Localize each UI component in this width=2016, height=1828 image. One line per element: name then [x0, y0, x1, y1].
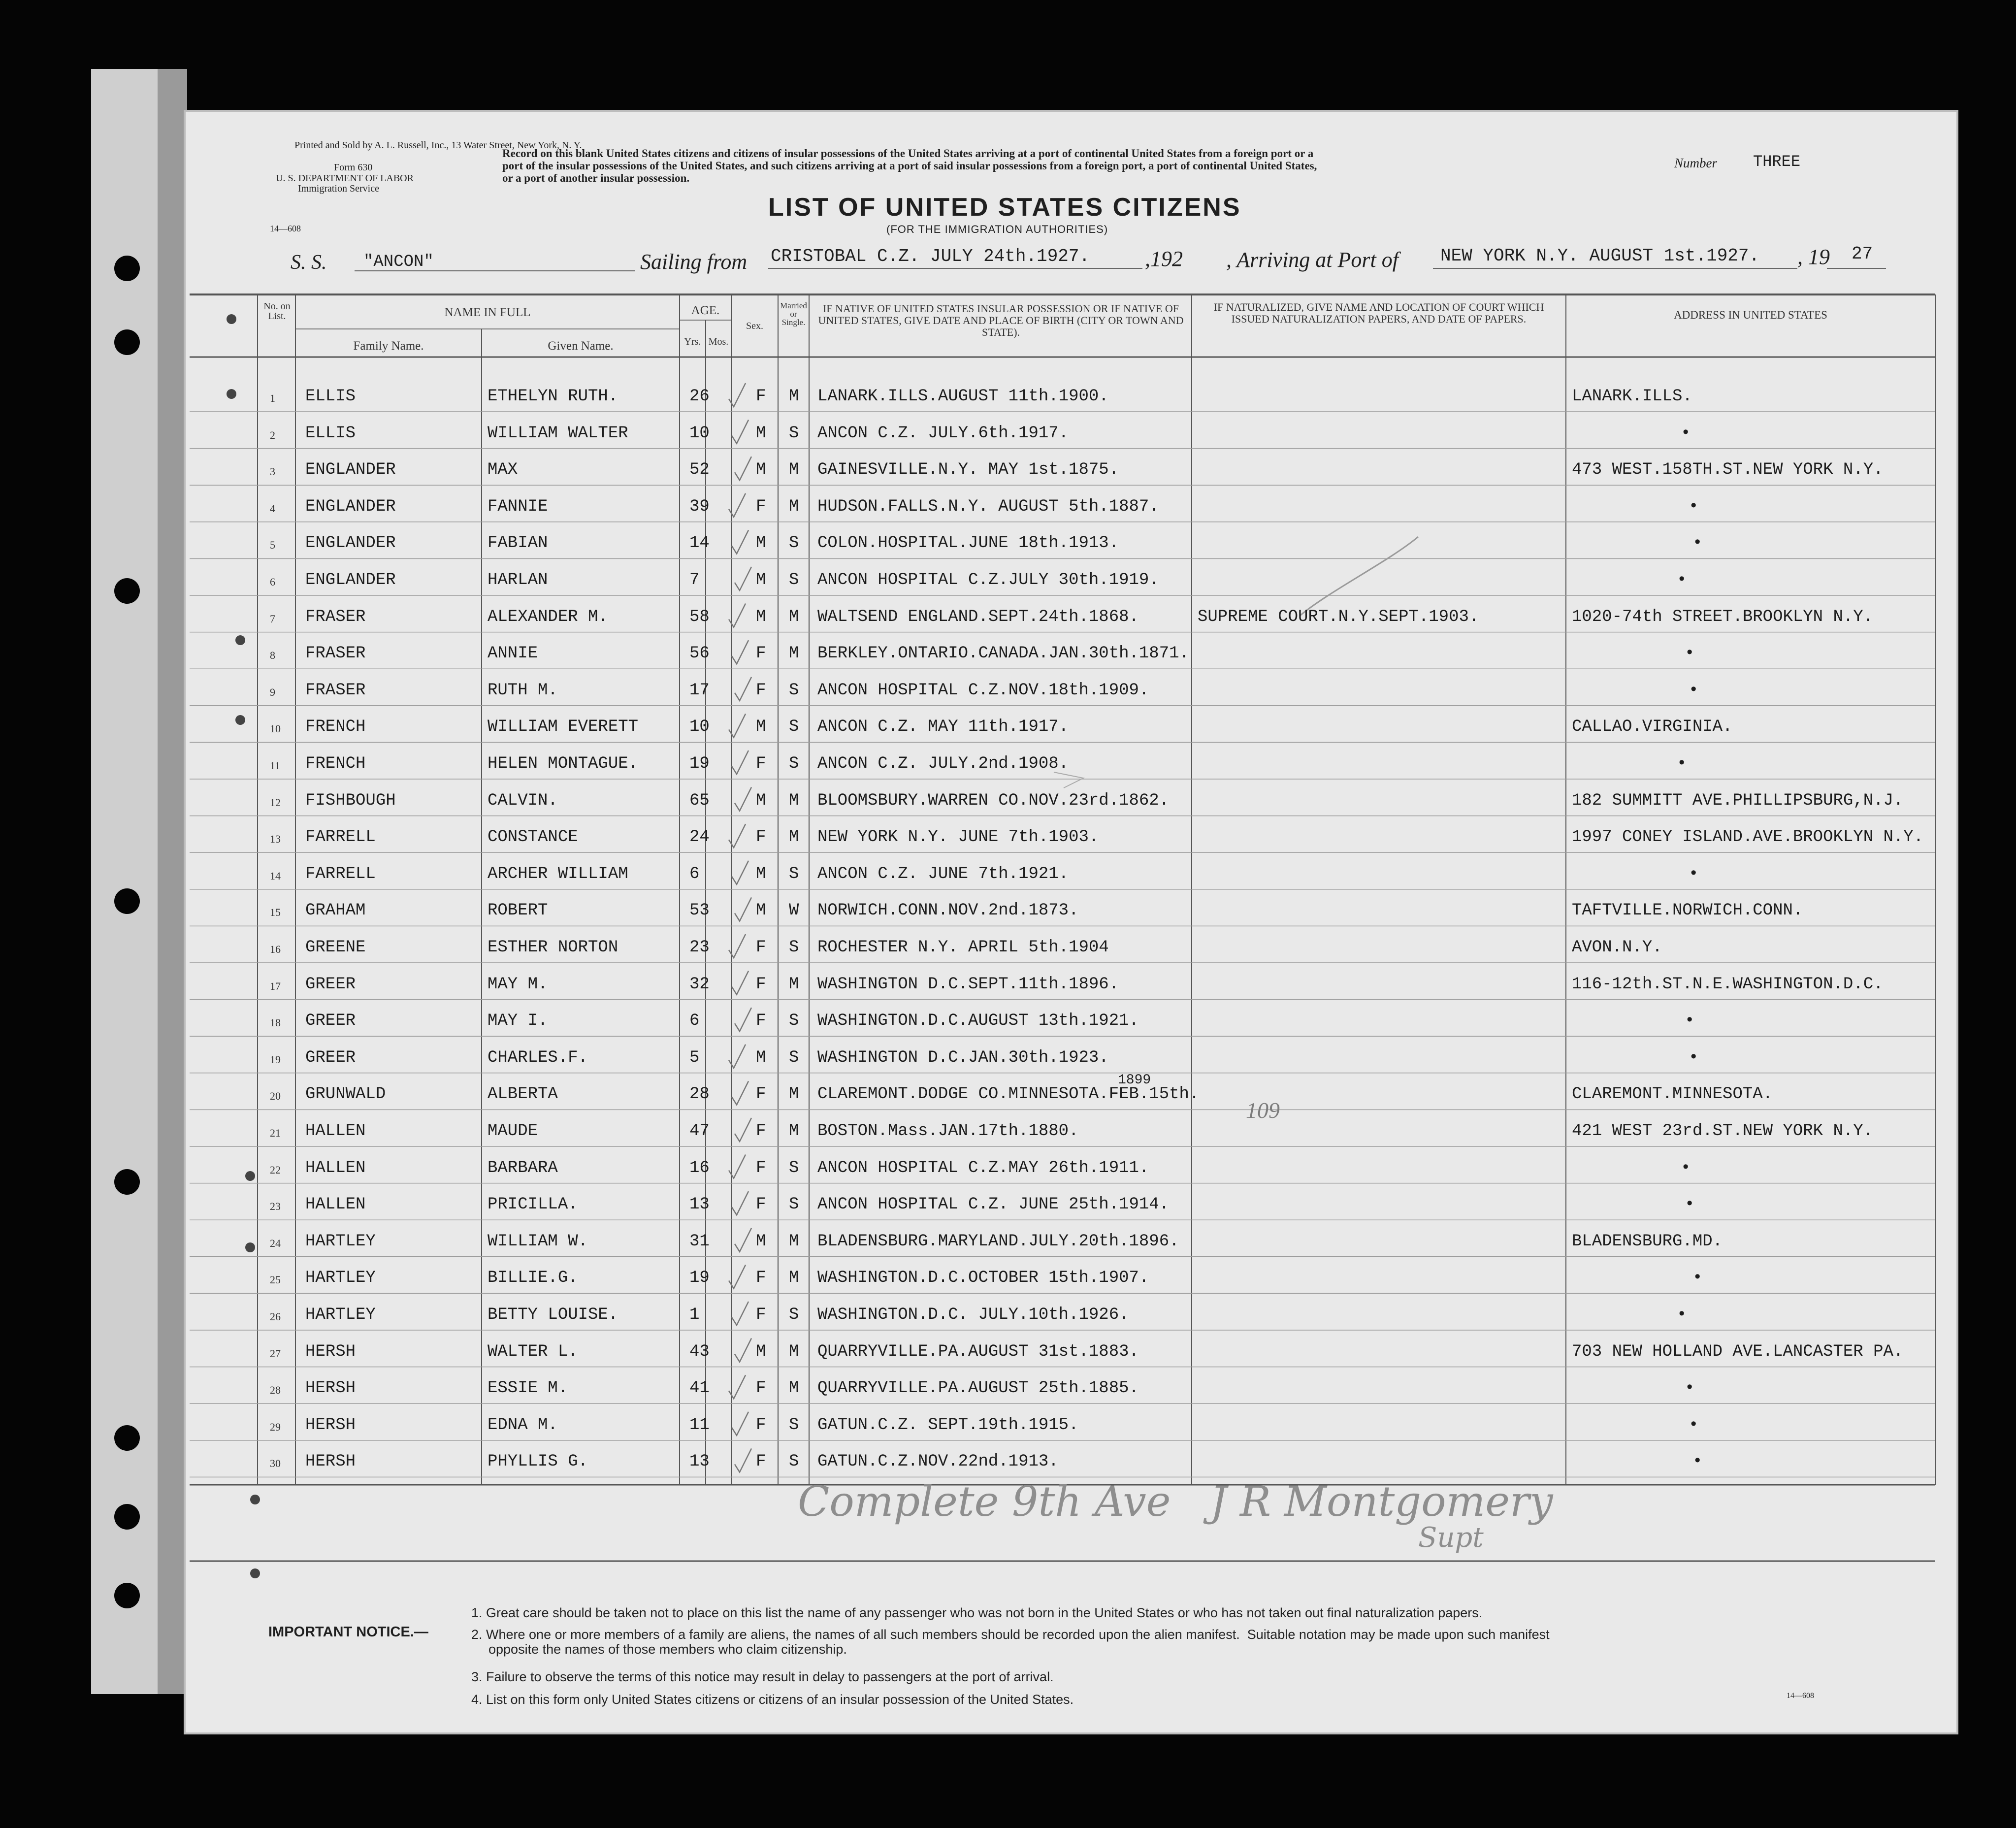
marital-status: S	[789, 424, 799, 443]
birth-place-date: BOSTON.Mass.JAN.17th.1880.	[817, 1122, 1079, 1141]
age-years: 6	[689, 1012, 700, 1031]
marital-status: S	[789, 1306, 799, 1324]
sex: F	[756, 497, 766, 516]
family-name: FRENCH	[305, 754, 366, 773]
marital-status: S	[789, 1158, 799, 1177]
birth-place-date: HUDSON.FALLS.N.Y. AUGUST 5th.1887.	[817, 497, 1159, 516]
us-address: •	[1689, 681, 1699, 700]
number-label: Number	[1674, 156, 1717, 170]
sex: F	[756, 938, 766, 957]
sex: F	[756, 1158, 766, 1177]
us-address: 1020-74th STREET.BROOKLYN N.Y.	[1572, 607, 1874, 626]
marital-status: S	[789, 1452, 799, 1471]
col-age: AGE.	[691, 304, 720, 317]
given-name: ROBERT	[488, 901, 548, 920]
sex: M	[756, 607, 766, 626]
us-address: •	[1681, 1158, 1691, 1177]
notice-item-3: 3. Failure to observe the terms of this notice may result in delay to passengers at the port of arrival.	[471, 1669, 1054, 1684]
marital-status: S	[789, 1048, 799, 1067]
marital-status: S	[789, 1012, 799, 1031]
us-address: •	[1689, 864, 1699, 883]
age-years: 41	[689, 1379, 710, 1398]
marital-status: M	[789, 1085, 799, 1104]
age-years: 10	[689, 718, 710, 737]
family-name: HERSH	[305, 1379, 356, 1398]
us-address: BLADENSBURG.MD.	[1572, 1232, 1723, 1251]
given-name: HELEN MONTAGUE.	[488, 754, 639, 773]
age-years: 47	[689, 1122, 710, 1141]
signature-title: Supt	[1418, 1522, 1484, 1554]
birth-place-date: ANCON HOSPITAL C.Z. JUNE 25th.1914.	[817, 1195, 1170, 1214]
age-years: 10	[689, 424, 710, 443]
row-number: 3	[270, 465, 275, 478]
age-years: 26	[689, 387, 710, 406]
marital-status: W	[789, 901, 799, 920]
notice-label: IMPORTANT NOTICE.—	[268, 1624, 428, 1640]
family-name: ENGLANDER	[305, 460, 396, 480]
family-name: FRENCH	[305, 718, 366, 737]
sex: F	[756, 387, 766, 406]
family-name: FARRELL	[305, 864, 376, 883]
marital-status: M	[789, 828, 799, 847]
family-name: FARRELL	[305, 828, 376, 847]
row-number: 21	[270, 1127, 281, 1139]
marital-status: M	[789, 387, 799, 406]
page-subtitle: (FOR THE IMMIGRATION AUTHORITIES)	[886, 223, 1108, 235]
given-name: ESSIE M.	[488, 1379, 568, 1398]
us-address: •	[1689, 1415, 1699, 1435]
given-name: RUTH M.	[488, 681, 558, 700]
given-name: PHYLLIS G.	[488, 1452, 588, 1471]
col-no-on-list: No. on List.	[263, 301, 291, 322]
marital-status: M	[789, 975, 799, 994]
age-years: 39	[689, 497, 710, 516]
handwritten-signature: Complete 9th Ave J R Montgomery	[798, 1477, 1553, 1526]
family-name: HERSH	[305, 1342, 356, 1361]
given-name: WILLIAM WALTER	[488, 424, 628, 443]
row-number: 9	[270, 686, 275, 698]
given-name: FABIAN	[488, 534, 548, 553]
sex: M	[756, 424, 766, 443]
sex: M	[756, 718, 766, 737]
marital-status: M	[789, 497, 799, 516]
col-sex: Sex.	[746, 321, 763, 331]
given-name: ESTHER NORTON	[488, 938, 618, 957]
us-address: 1997 CONEY ISLAND.AVE.BROOKLYN N.Y.	[1572, 828, 1924, 847]
given-name: ALBERTA	[488, 1085, 558, 1104]
birth-place-date: LANARK.ILLS.AUGUST 11th.1900.	[817, 387, 1109, 406]
family-name: HALLEN	[305, 1158, 366, 1177]
birth-place-date: WALTSEND ENGLAND.SEPT.24th.1868.	[817, 607, 1139, 626]
year-typed: 27	[1852, 244, 1873, 264]
given-name: WILLIAM W.	[488, 1232, 588, 1251]
given-name: EDNA M.	[488, 1415, 558, 1435]
row-number: 17	[270, 979, 281, 992]
family-name: HALLEN	[305, 1122, 366, 1141]
birth-place-date: GAINESVILLE.N.Y. MAY 1st.1875.	[817, 460, 1119, 480]
us-address: •	[1685, 1195, 1695, 1214]
family-name: GRUNWALD	[305, 1085, 386, 1104]
marital-status: M	[789, 791, 799, 810]
row-number: 23	[270, 1200, 281, 1213]
marital-status: M	[789, 1379, 799, 1398]
us-address: CLAREMONT.MINNESOTA.	[1572, 1085, 1773, 1104]
row-number: 25	[270, 1273, 281, 1286]
age-years: 5	[689, 1048, 700, 1067]
us-address: •	[1692, 534, 1703, 553]
row-number: 19	[270, 1053, 281, 1066]
us-address: •	[1689, 497, 1699, 516]
sex: F	[756, 975, 766, 994]
age-years: 11	[689, 1415, 710, 1435]
family-name: GREER	[305, 1048, 356, 1067]
notice-item-2: 2. Where one or more members of a family are aliens, the names of all such members should be recorded upon the alien manifest. Suitable notation may be made upon such manifest	[471, 1627, 1550, 1642]
family-name: ENGLANDER	[305, 534, 396, 553]
birth-place-date: ANCON C.Z. MAY 11th.1917.	[817, 718, 1069, 737]
marital-status: S	[789, 938, 799, 957]
row-number: 1	[270, 392, 275, 404]
given-name: CHARLES.F.	[488, 1048, 588, 1067]
row-number: 27	[270, 1347, 281, 1360]
age-years: 19	[689, 1269, 710, 1288]
given-name: FANNIE	[488, 497, 548, 516]
naturalization: SUPREME COURT.N.Y.SEPT.1903.	[1198, 607, 1479, 626]
age-years: 32	[689, 975, 710, 994]
sex: F	[756, 1195, 766, 1214]
marital-status: S	[789, 864, 799, 883]
birth-place-date: ANCON C.Z. JUNE 7th.1921.	[817, 864, 1069, 883]
given-name: MAUDE	[488, 1122, 538, 1141]
sex: M	[756, 1342, 766, 1361]
sex: F	[756, 1085, 766, 1104]
age-years: 19	[689, 754, 710, 773]
row-number: 15	[270, 906, 281, 919]
family-name: HARTLEY	[305, 1269, 376, 1288]
col-given-name: Given Name.	[548, 339, 614, 353]
age-years: 23	[689, 938, 710, 957]
age-years: 58	[689, 607, 710, 626]
us-address: CALLAO.VIRGINIA.	[1572, 718, 1733, 737]
given-name: BARBARA	[488, 1158, 558, 1177]
birth-place-date: WASHINGTON.D.C.AUGUST 13th.1921.	[817, 1012, 1139, 1031]
given-name: MAX	[488, 460, 518, 480]
given-name: ETHELYN RUTH.	[488, 387, 618, 406]
sex: F	[756, 1269, 766, 1288]
birth-place-date: BLADENSBURG.MARYLAND.JULY.20th.1896.	[817, 1232, 1179, 1251]
marital-status: S	[789, 534, 799, 553]
row-number: 4	[270, 502, 275, 515]
number-value: THREE	[1753, 153, 1801, 171]
row-number: 26	[270, 1310, 281, 1323]
notice-item-2-cont: opposite the names of those members who claim citizenship.	[488, 1642, 847, 1657]
birth-place-date: WASHINGTON D.C.JAN.30th.1923.	[817, 1048, 1109, 1067]
row-number: 5	[270, 539, 275, 552]
age-years: 1	[689, 1306, 700, 1324]
family-name: FRASER	[305, 644, 366, 663]
birth-year-note: 1899	[1118, 1073, 1151, 1088]
us-address: •	[1681, 424, 1691, 443]
given-name: MAY I.	[488, 1012, 548, 1031]
service-name: Immigration Service	[298, 183, 379, 194]
birth-place-date: CLAREMONT.DODGE CO.MINNESOTA.FEB.15th.	[817, 1085, 1200, 1104]
family-name: GREER	[305, 1012, 356, 1031]
age-years: 14	[689, 534, 710, 553]
us-address: LANARK.ILLS.	[1572, 387, 1692, 406]
family-name: GREER	[305, 975, 356, 994]
marital-status: M	[789, 1342, 799, 1361]
marital-status: S	[789, 571, 799, 589]
given-name: BILLIE.G.	[488, 1269, 578, 1288]
family-name: GRAHAM	[305, 901, 366, 920]
footer-form-code: 14—608	[1787, 1692, 1814, 1700]
marital-status: S	[789, 1195, 799, 1214]
birth-place-date: BLOOMSBURY.WARREN CO.NOV.23rd.1862.	[817, 791, 1170, 810]
sex: F	[756, 1306, 766, 1324]
marital-status: M	[789, 607, 799, 626]
marital-status: S	[789, 754, 799, 773]
birth-place-date: WASHINGTON.D.C. JULY.10th.1926.	[817, 1306, 1129, 1324]
sex: M	[756, 901, 766, 920]
birth-place-date: GATUN.C.Z. SEPT.19th.1915.	[817, 1415, 1079, 1435]
row-number: 11	[270, 759, 281, 772]
marital-status: S	[789, 681, 799, 700]
sex: M	[756, 534, 766, 553]
sex: M	[756, 1048, 766, 1067]
age-years: 24	[689, 828, 710, 847]
birth-place-date: QUARRYVILLE.PA.AUGUST 31st.1883.	[817, 1342, 1139, 1361]
us-address: •	[1689, 1048, 1699, 1067]
birth-place-date: BERKLEY.ONTARIO.CANADA.JAN.30th.1871.	[817, 644, 1189, 663]
marital-status: M	[789, 644, 799, 663]
family-name: HERSH	[305, 1452, 356, 1471]
row-number: 24	[270, 1237, 281, 1249]
marital-status: M	[789, 1122, 799, 1141]
age-years: 31	[689, 1232, 710, 1251]
birth-place-date: NORWICH.CONN.NOV.2nd.1873.	[817, 901, 1079, 920]
us-address: •	[1685, 1379, 1695, 1398]
sailing-label: Sailing from	[640, 250, 748, 274]
age-years: 16	[689, 1158, 710, 1177]
row-number: 2	[270, 428, 275, 441]
birth-place-date: COLON.HOSPITAL.JUNE 18th.1913.	[817, 534, 1119, 553]
row-number: 8	[270, 649, 275, 662]
age-years: 28	[689, 1085, 710, 1104]
sex: F	[756, 1452, 766, 1471]
birth-place-date: NEW YORK N.Y. JUNE 7th.1903.	[817, 828, 1099, 847]
birth-place-date: ROCHESTER N.Y. APRIL 5th.1904	[817, 938, 1109, 957]
us-address: 116-12th.ST.N.E.WASHINGTON.D.C.	[1572, 975, 1884, 994]
birth-place-date: ANCON C.Z. JULY.2nd.1908.	[817, 754, 1069, 773]
age-years: 53	[689, 901, 710, 920]
sex: M	[756, 571, 766, 589]
instruction-line-2: port of the insular possessions of the United States, and such citizens arriving at a port of said insular possessions from a foreign port, a port of continental United States,	[502, 160, 1317, 172]
ship-name: "ANCON"	[363, 253, 434, 271]
age-years: 7	[689, 571, 700, 589]
marital-status: M	[789, 1269, 799, 1288]
col-address: ADDRESS IN UNITED STATES	[1674, 309, 1827, 321]
family-name: HERSH	[305, 1415, 356, 1435]
us-address: •	[1677, 571, 1687, 589]
form-number: Form 630	[334, 162, 373, 173]
family-name: ENGLANDER	[305, 497, 396, 516]
family-name: FRASER	[305, 681, 366, 700]
family-name: ELLIS	[305, 424, 356, 443]
given-name: WILLIAM EVERETT	[488, 718, 639, 737]
ss-label: S. S.	[291, 251, 327, 274]
family-name: FRASER	[305, 607, 366, 626]
sex: M	[756, 460, 766, 480]
sex: F	[756, 1379, 766, 1398]
family-name: HARTLEY	[305, 1306, 376, 1324]
us-address: TAFTVILLE.NORWICH.CONN.	[1572, 901, 1803, 920]
year-printed-2: , 19	[1797, 245, 1830, 269]
sailing-from-value: CRISTOBAL C.Z. JULY 24th.1927.	[771, 246, 1090, 266]
sex: M	[756, 791, 766, 810]
row-number: 7	[270, 612, 275, 625]
us-address: AVON.N.Y.	[1572, 938, 1662, 957]
notice-item-1: 1. Great care should be taken not to place on this list the name of any passenger who was not born in the United States or who has not taken out final naturalization papers.	[471, 1605, 1483, 1620]
row-number: 13	[270, 833, 281, 846]
instruction-line-3: or a port of another insular possession.	[502, 172, 690, 184]
marital-status: S	[789, 718, 799, 737]
row-number: 10	[270, 722, 281, 735]
given-name: WALTER L.	[488, 1342, 578, 1361]
marital-status: M	[789, 460, 799, 480]
notice-item-4: 4. List on this form only United States citizens or citizens of an insular possession of the United States.	[471, 1692, 1074, 1707]
age-years: 17	[689, 681, 710, 700]
us-address: •	[1685, 644, 1695, 663]
birth-place-date: ANCON HOSPITAL C.Z.NOV.18th.1909.	[817, 681, 1149, 700]
row-number: 12	[270, 796, 281, 809]
age-years: 13	[689, 1195, 710, 1214]
sex: F	[756, 1012, 766, 1031]
birth-place-date: GATUN.C.Z.NOV.22nd.1913.	[817, 1452, 1059, 1471]
sex: F	[756, 828, 766, 847]
sex: M	[756, 864, 766, 883]
sex: F	[756, 1122, 766, 1141]
birth-place-date: WASHINGTON D.C.SEPT.11th.1896.	[817, 975, 1119, 994]
col-name-in-full: NAME IN FULL	[444, 306, 531, 319]
row-number: 30	[270, 1457, 281, 1470]
age-years: 56	[689, 644, 710, 663]
birth-place-date: ANCON HOSPITAL C.Z.JULY 30th.1919.	[817, 571, 1159, 589]
given-name: ALEXANDER M.	[488, 607, 608, 626]
family-name: ELLIS	[305, 387, 356, 406]
birth-place-date: QUARRYVILLE.PA.AUGUST 25th.1885.	[817, 1379, 1139, 1398]
form-code: 14—608	[270, 224, 301, 233]
given-name: HARLAN	[488, 571, 548, 589]
sex: F	[756, 681, 766, 700]
age-years: 43	[689, 1342, 710, 1361]
year-printed-1: ,192	[1145, 247, 1183, 271]
birth-place-date: ANCON HOSPITAL C.Z.MAY 26th.1911.	[817, 1158, 1149, 1177]
birth-place-date: ANCON C.Z. JULY.6th.1917.	[817, 424, 1069, 443]
row-number: 22	[270, 1163, 281, 1176]
us-address: 421 WEST 23rd.ST.NEW YORK N.Y.	[1572, 1122, 1874, 1141]
birth-place-date: WASHINGTON.D.C.OCTOBER 15th.1907.	[817, 1269, 1149, 1288]
marital-status: S	[789, 1415, 799, 1435]
department-name: U. S. DEPARTMENT OF LABOR	[276, 173, 414, 184]
us-address: •	[1692, 1452, 1703, 1471]
arriving-label: , Arriving at Port of	[1226, 248, 1398, 272]
row-number: 6	[270, 576, 275, 588]
row-number: 28	[270, 1384, 281, 1397]
family-name: HARTLEY	[305, 1232, 376, 1251]
age-years: 6	[689, 864, 700, 883]
age-years: 13	[689, 1452, 710, 1471]
stamp-number: 109	[1246, 1098, 1280, 1123]
us-address: •	[1692, 1269, 1703, 1288]
given-name: ARCHER WILLIAM	[488, 864, 628, 883]
col-married-single: Married or Single.	[780, 301, 807, 327]
us-address: 473 WEST.158TH.ST.NEW YORK N.Y.	[1572, 460, 1884, 480]
family-name: ENGLANDER	[305, 571, 396, 589]
row-number: 20	[270, 1090, 281, 1103]
page-title: LIST OF UNITED STATES CITIZENS	[768, 193, 1241, 222]
col-naturalized: IF NATURALIZED, GIVE NAME AND LOCATION OF COURT WHICH ISSUED NATURALIZATION PAPERS, AND DATE OF PAPERS.	[1213, 301, 1544, 326]
row-number: 14	[270, 869, 281, 882]
given-name: BETTY LOUISE.	[488, 1306, 618, 1324]
col-age-yrs: Yrs.	[684, 336, 701, 347]
given-name: ANNIE	[488, 644, 538, 663]
instruction-line-1: Record on this blank United States citizens and citizens of insular possessions of the United States arriving at a port of continental United States from a foreign port or a	[502, 147, 1314, 160]
sex: M	[756, 1232, 766, 1251]
row-number: 29	[270, 1420, 281, 1433]
us-address: •	[1677, 1306, 1687, 1324]
us-address: •	[1685, 1012, 1695, 1031]
family-name: HALLEN	[305, 1195, 366, 1214]
us-address: 703 NEW HOLLAND AVE.LANCASTER PA.	[1572, 1342, 1904, 1361]
given-name: CALVIN.	[488, 791, 558, 810]
family-name: GREENE	[305, 938, 366, 957]
col-birth: IF NATIVE OF UNITED STATES INSULAR POSSESSION OR IF NATIVE OF UNITED STATES, GIVE DATE AND PLACE OF BIRTH (CITY OR TOWN AND STATE).	[818, 302, 1184, 339]
col-age-mos: Mos.	[708, 336, 729, 347]
col-family-name: Family Name.	[353, 339, 424, 353]
given-name: MAY M.	[488, 975, 548, 994]
age-years: 52	[689, 460, 710, 480]
family-name: FISHBOUGH	[305, 791, 396, 810]
us-address: 182 SUMMITT AVE.PHILLIPSBURG,N.J.	[1572, 791, 1904, 810]
row-number: 18	[270, 1016, 281, 1029]
given-name: PRICILLA.	[488, 1195, 578, 1214]
sex: F	[756, 754, 766, 773]
sex: F	[756, 644, 766, 663]
printer-line: Printed and Sold by A. L. Russell, Inc., 13 Water Street, New York, N. Y.	[294, 140, 582, 151]
arriving-port-value: NEW YORK N.Y. AUGUST 1st.1927.	[1440, 246, 1760, 266]
age-years: 65	[689, 791, 710, 810]
row-number: 16	[270, 943, 281, 955]
marital-status: M	[789, 1232, 799, 1251]
given-name: CONSTANCE	[488, 828, 578, 847]
us-address: •	[1677, 754, 1687, 773]
sex: F	[756, 1415, 766, 1435]
